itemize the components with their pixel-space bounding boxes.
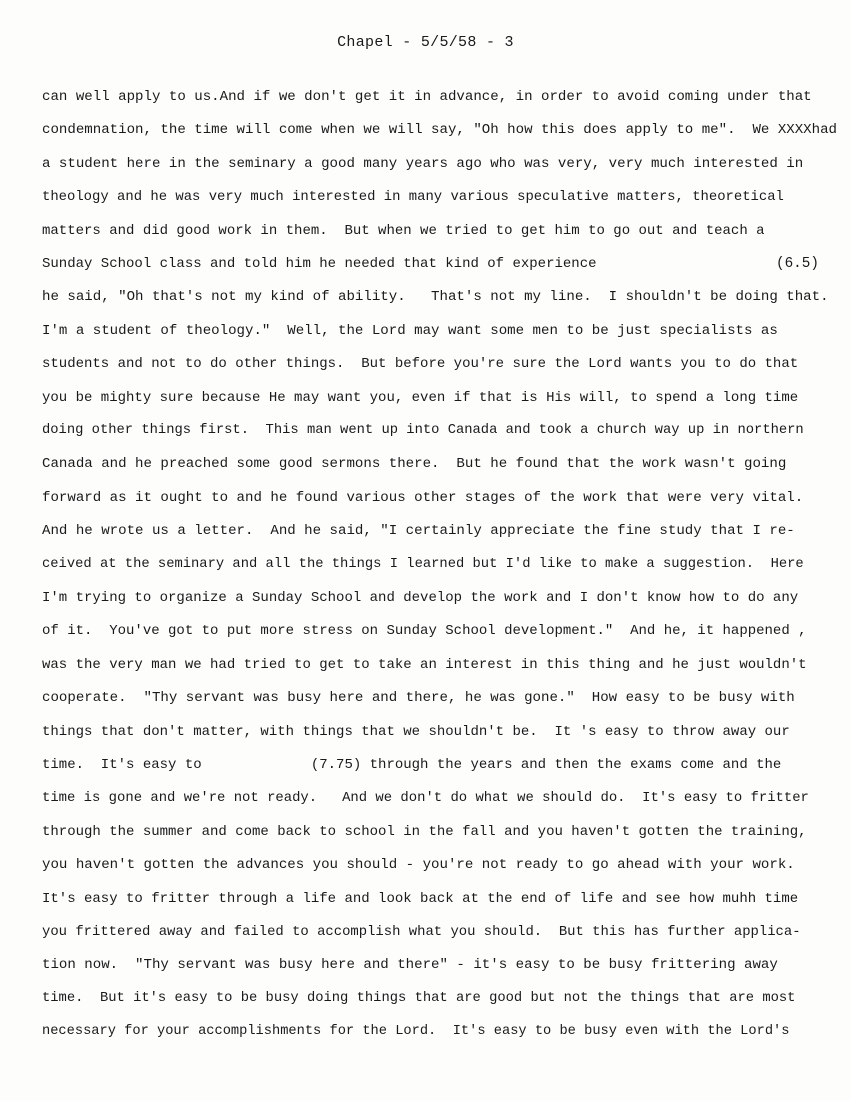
text-line: theology and he was very much interested in many various speculative matters, theoretical [42, 189, 784, 206]
text-line: I'm a student of theology." Well, the Lord may want some men to be just specialists as [42, 322, 778, 339]
text-line: forward as it ought to and he found various other stages of the work that were very vital. [42, 489, 804, 506]
text-line: tion now. "Thy servant was busy here and there" - it's easy to be busy frittering away [42, 957, 778, 974]
text-line: necessary for your accomplishments for the Lord. It's easy to be busy even with the Lord's [42, 1024, 790, 1040]
text-line: It's easy to fritter through a life and look back at the end of life and see how muhh time [42, 890, 799, 907]
text-line: you frittered away and failed to accomplish what you should. But this has further applica- [42, 924, 801, 940]
text-line: a student here in the seminary a good many years ago who was very, very much interested in [42, 155, 804, 172]
text-line: And he wrote us a letter. And he said, "I certainly appreciate the fine study that I re- [42, 523, 795, 540]
text-line: Sunday School class and told him he needed that kind of experience [42, 256, 597, 272]
text-line: you be mighty sure because He may want you, even if that is His will, to spend a long time [42, 389, 799, 406]
text-line: you haven't gotten the advances you should - you're not ready to go ahead with your work. [42, 857, 795, 874]
text-line: students and not to do other things. But before you're sure the Lord wants you to do that [42, 356, 799, 373]
text-line: things that don't matter, with things that we shouldn't be. It 's easy to throw away our [42, 723, 790, 740]
text-line: doing other things first. This man went up into Canada and took a church way up in northern [42, 423, 804, 438]
text-line: time. It's easy to (7.75) through the years and then the exams come and the [42, 757, 782, 773]
text-line: was the very man we had tried to get to take an interest in this thing and he just wouldn't [42, 656, 807, 673]
text-line: time is gone and we're not ready. And we don't do what we should do. It's easy to fritter [42, 790, 809, 807]
text-line: through the summer and come back to school in the fall and you haven't gotten the training, [42, 823, 807, 840]
text-line: time. But it's easy to be busy doing things that are good but not the things that are most [42, 990, 796, 1006]
text-line: condemnation, the time will come when we will say, "Oh how this does apply to me". We XXXXhad [42, 122, 838, 139]
text-line: of it. You've got to put more stress on Sunday School development." And he, it happened , [42, 623, 807, 640]
text-line: I'm trying to organize a Sunday School and develop the work and I don't know how to do any [42, 590, 799, 606]
text-line: can well apply to us.And if we don't get it in advance, in order to avoid coming under that [42, 89, 812, 105]
text-line: ceived at the seminary and all the things I learned but I'd like to make a suggestion. Here [42, 556, 804, 572]
text-line: matters and did good work in them. But when we tried to get him to go out and teach a [42, 222, 765, 239]
text-line: he said, "Oh that's not my kind of ability. That's not my line. I shouldn't be doing that. [42, 289, 829, 306]
margin-marker: (6.5) [776, 256, 819, 272]
text-line: Canada and he preached some good sermons there. But he found that the work wasn't going [42, 456, 787, 473]
text-line: cooperate. "Thy servant was busy here and there, he was gone." How easy to be busy with [42, 690, 795, 707]
page-header: Chapel - 5/5/58 - 3 [337, 34, 514, 51]
